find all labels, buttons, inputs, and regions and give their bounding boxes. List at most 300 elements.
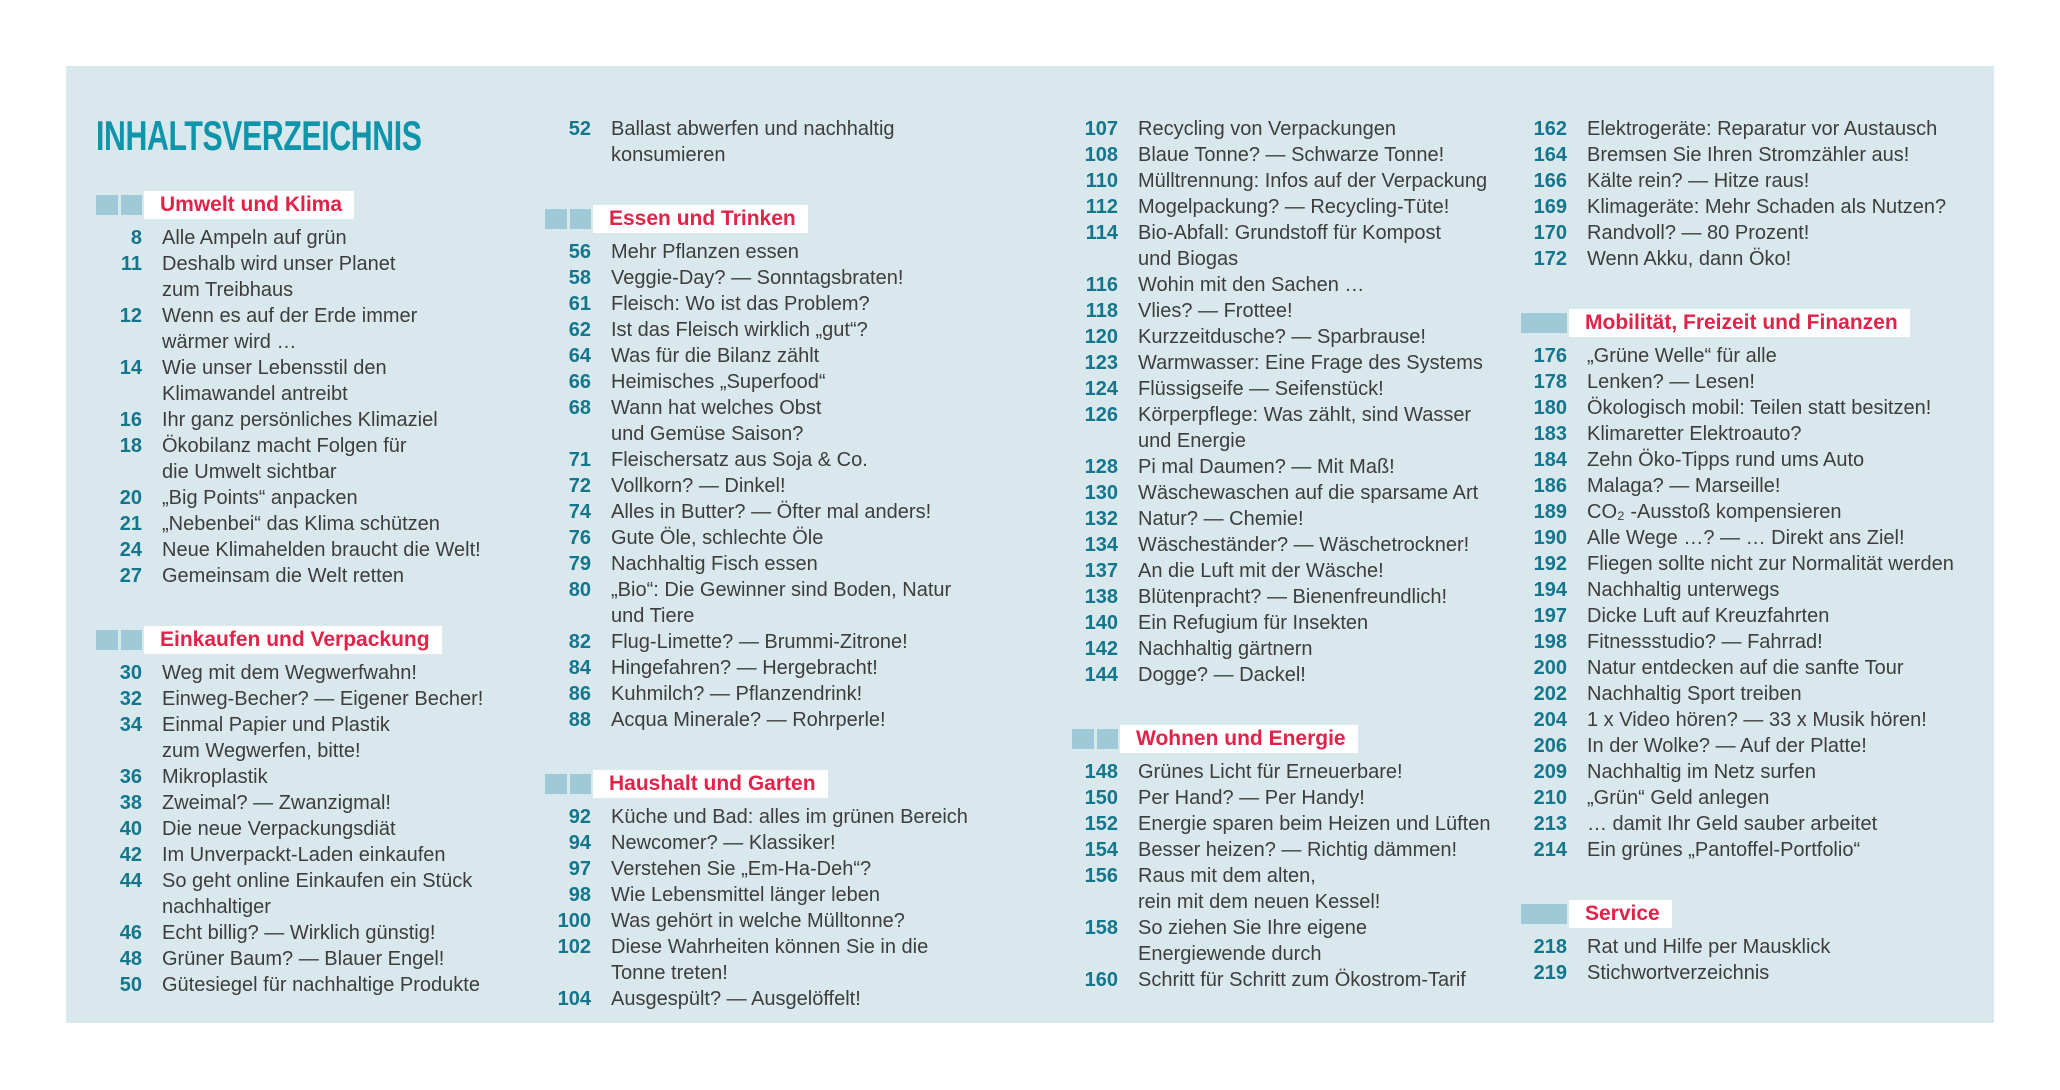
entry-title xyxy=(162,868,472,920)
toc-entry xyxy=(1521,811,1991,837)
entry-page-number: 14 xyxy=(119,357,142,379)
entry-page-number: 34 xyxy=(119,714,142,736)
section-marker-squares xyxy=(1521,904,1567,924)
entry-page-number: 98 xyxy=(568,884,591,906)
toc-entry xyxy=(1072,376,1542,402)
entry-page-number: 209 xyxy=(1533,761,1567,783)
entry-title xyxy=(1587,168,1809,194)
entry-title xyxy=(611,525,823,551)
entry-line: Deshalb wird unser Planet xyxy=(162,253,396,275)
entry-page-number: 86 xyxy=(568,683,591,705)
entry-line: die Umwelt sichtbar xyxy=(162,461,337,483)
toc-entry xyxy=(96,225,566,251)
toc-entry xyxy=(1521,960,1991,986)
entry-title xyxy=(1587,220,1809,246)
toc-entry xyxy=(1072,610,1542,636)
entry-line: zum Wegwerfen, bitte! xyxy=(162,740,361,762)
entry-title xyxy=(611,116,895,168)
toc-entry xyxy=(545,116,1015,168)
toc-entry xyxy=(1521,499,1991,525)
entry-page-number: 92 xyxy=(568,806,591,828)
entry-page-number: 197 xyxy=(1533,605,1567,627)
entry-title xyxy=(1587,733,1867,759)
entry-line: Flug-Limette? — Brummi-Zitrone! xyxy=(611,631,908,653)
entry-title xyxy=(162,686,483,712)
section-marker-square-icon xyxy=(545,209,567,229)
entry-line: Ist das Fleisch wirklich „gut“? xyxy=(611,319,868,341)
entry-page-number: 189 xyxy=(1533,501,1567,523)
entry-title xyxy=(1138,350,1483,376)
toc-entry xyxy=(1521,447,1991,473)
section-heading: Service xyxy=(1569,900,1672,928)
toc-entry xyxy=(1072,506,1542,532)
section-heading: Einkaufen und Verpackung xyxy=(144,626,442,654)
entry-line: Bremsen Sie Ihren Stromzähler aus! xyxy=(1587,144,1910,166)
entry-title xyxy=(1138,811,1490,837)
toc-entry xyxy=(96,764,566,790)
section-marker-square-icon xyxy=(570,774,592,794)
entry-title xyxy=(1138,272,1364,298)
section-header xyxy=(1521,310,1991,336)
entry-title xyxy=(162,920,435,946)
entry-line: Alles in Butter? — Öfter mal anders! xyxy=(611,501,932,523)
entry-title xyxy=(162,816,396,842)
entry-line: Randvoll? — 80 Prozent! xyxy=(1587,222,1810,244)
entry-title xyxy=(1587,194,1946,220)
toc-entry xyxy=(545,707,1015,733)
entry-page-number: 68 xyxy=(568,397,591,419)
toc-entry xyxy=(545,291,1015,317)
entry-line: Mülltrennung: Infos auf der Verpackung xyxy=(1138,170,1488,192)
entry-line: Warmwasser: Eine Frage des Systems xyxy=(1138,352,1483,374)
entry-line: rein mit dem neuen Kessel! xyxy=(1138,891,1381,913)
entry-page-number: 158 xyxy=(1084,917,1118,939)
entry-title xyxy=(1587,603,1829,629)
entry-line: So geht online Einkaufen ein Stück xyxy=(162,870,473,892)
toc-entry xyxy=(1521,246,1991,272)
toc-entry xyxy=(1521,837,1991,863)
entry-title xyxy=(1138,636,1313,662)
toc-entry xyxy=(1521,707,1991,733)
entry-line: „Bio“: Die Gewinner sind Boden, Natur xyxy=(611,579,952,601)
entry-line: Ihr ganz persönliches Klimaziel xyxy=(162,409,438,431)
entry-page-number: 94 xyxy=(568,832,591,854)
entry-line: Kuhmilch? — Pflanzendrink! xyxy=(611,683,863,705)
section-marker-squares xyxy=(545,209,591,229)
entry-line: Echt billig? — Wirklich günstig! xyxy=(162,922,436,944)
entry-line: Ökobilanz macht Folgen für xyxy=(162,435,407,457)
entry-line: Tonne treten! xyxy=(611,962,728,984)
entry-title xyxy=(162,790,391,816)
entry-line: … damit Ihr Geld sauber arbeitet xyxy=(1587,813,1878,835)
toc-section xyxy=(96,627,566,998)
entry-page-number: 76 xyxy=(568,527,591,549)
entry-page-number: 124 xyxy=(1084,378,1118,400)
entry-page-number: 148 xyxy=(1084,761,1118,783)
toc-entry xyxy=(1072,272,1542,298)
entry-title xyxy=(1138,168,1487,194)
entry-line: Bio-Abfall: Grundstoff für Kompost xyxy=(1138,222,1442,244)
entry-title xyxy=(1138,194,1449,220)
entry-title xyxy=(1587,960,1769,986)
entry-line: Kälte rein? — Hitze raus! xyxy=(1587,170,1810,192)
toc-entry xyxy=(545,856,1015,882)
toc-entry xyxy=(545,629,1015,655)
entry-line: Rat und Hilfe per Mausklick xyxy=(1587,936,1831,958)
entry-page-number: 32 xyxy=(119,688,142,710)
entry-title xyxy=(1587,447,1864,473)
entry-title xyxy=(162,946,444,972)
toc-entry xyxy=(96,511,566,537)
entry-title xyxy=(1138,116,1396,142)
entry-title xyxy=(1138,837,1457,863)
entry-title xyxy=(611,986,861,1012)
entry-line: Zweimal? — Zwanzigmal! xyxy=(162,792,391,814)
entry-page-number: 97 xyxy=(568,858,591,880)
entry-page-number: 82 xyxy=(568,631,591,653)
entry-page-number: 42 xyxy=(119,844,142,866)
section-marker-squares xyxy=(1521,313,1567,333)
entry-title xyxy=(1587,343,1777,369)
toc-section xyxy=(1521,901,1991,986)
section-header xyxy=(96,627,566,653)
entry-line: Elektrogeräte: Reparatur vor Austausch xyxy=(1587,118,1938,140)
entry-title xyxy=(1138,376,1384,402)
toc-entry xyxy=(1521,681,1991,707)
toc-entry xyxy=(96,660,566,686)
entry-line: Mikroplastik xyxy=(162,766,268,788)
toc-entry xyxy=(1521,343,1991,369)
entry-line: Schritt für Schritt zum Ökostrom-Tarif xyxy=(1138,969,1466,991)
entry-page-number: 134 xyxy=(1084,534,1118,556)
entry-page-number: 130 xyxy=(1084,482,1118,504)
entry-title xyxy=(1138,454,1395,480)
section-marker-squares xyxy=(96,630,142,650)
entry-line: Besser heizen? — Richtig dämmen! xyxy=(1138,839,1458,861)
entry-line: Einweg-Becher? — Eigener Becher! xyxy=(162,688,484,710)
entry-page-number: 100 xyxy=(557,910,591,932)
entry-page-number: 204 xyxy=(1533,709,1567,731)
entry-line: Weg mit dem Wegwerfwahn! xyxy=(162,662,417,684)
toc-entry xyxy=(96,712,566,764)
entry-line: Malaga? — Marseille! xyxy=(1587,475,1781,497)
entry-title xyxy=(162,407,438,433)
entry-title xyxy=(1138,759,1403,785)
toc-section xyxy=(545,206,1015,733)
entry-page-number: 71 xyxy=(568,449,591,471)
entry-page-number: 8 xyxy=(130,227,142,249)
entry-title xyxy=(162,563,404,589)
toc-entry xyxy=(545,343,1015,369)
entry-line: Was gehört in welche Mülltonne? xyxy=(611,910,905,932)
entry-line: An die Luft mit der Wäsche! xyxy=(1138,560,1384,582)
entry-page-number: 40 xyxy=(119,818,142,840)
entry-line: und Gemüse Saison? xyxy=(611,423,804,445)
toc-entry xyxy=(1521,551,1991,577)
entry-title xyxy=(611,395,821,447)
toc-entry xyxy=(1072,837,1542,863)
toc-entry xyxy=(545,239,1015,265)
entry-page-number: 213 xyxy=(1533,813,1567,835)
entry-title xyxy=(1138,324,1426,350)
entry-title xyxy=(162,355,387,407)
toc-column xyxy=(1072,116,1542,993)
toc-entry xyxy=(96,946,566,972)
entry-page-number: 118 xyxy=(1085,300,1118,322)
entry-page-number: 184 xyxy=(1533,449,1567,471)
entry-page-number: 214 xyxy=(1533,839,1567,861)
toc-entry xyxy=(1521,369,1991,395)
entry-line: Nachhaltig Sport treiben xyxy=(1587,683,1802,705)
entry-line: Die neue Verpackungsdiät xyxy=(162,818,396,840)
entry-line: Gemeinsam die Welt retten xyxy=(162,565,404,587)
entry-title xyxy=(611,265,903,291)
entry-title xyxy=(1587,629,1823,655)
entry-page-number: 30 xyxy=(119,662,142,684)
toc-entry xyxy=(96,433,566,485)
entry-line: Im Unverpackt-Laden einkaufen xyxy=(162,844,446,866)
entry-line: Raus mit dem alten, xyxy=(1138,865,1316,887)
toc-entry xyxy=(1521,934,1991,960)
toc-entry xyxy=(1521,733,1991,759)
entry-page-number: 198 xyxy=(1533,631,1567,653)
entry-page-number: 138 xyxy=(1084,586,1118,608)
toc-entry xyxy=(1521,525,1991,551)
entry-page-number: 79 xyxy=(568,553,591,575)
toc-section xyxy=(1521,310,1991,863)
entry-line: Hingefahren? — Hergebracht! xyxy=(611,657,878,679)
entry-line: „Big Points“ anpacken xyxy=(162,487,358,509)
toc-entry xyxy=(1521,629,1991,655)
toc-entry xyxy=(1072,324,1542,350)
toc-entry xyxy=(96,868,566,920)
entry-page-number: 27 xyxy=(119,565,142,587)
toc-section xyxy=(545,771,1015,1012)
toc-entry xyxy=(1521,759,1991,785)
toc-entry xyxy=(96,686,566,712)
entry-line: Wann hat welches Obst xyxy=(611,397,822,419)
entry-title xyxy=(611,577,951,629)
entry-page-number: 170 xyxy=(1533,222,1567,244)
section-marker-square-icon xyxy=(96,630,118,650)
section-marker-square-icon xyxy=(121,195,143,215)
entry-page-number: 200 xyxy=(1533,657,1567,679)
section-heading: Essen und Trinken xyxy=(593,205,808,233)
section-header xyxy=(545,771,1015,797)
entry-line: Zehn Öko-Tipps rund ums Auto xyxy=(1587,449,1865,471)
section-marker-square-icon xyxy=(545,774,567,794)
toc-entry xyxy=(545,551,1015,577)
entry-title xyxy=(611,934,928,986)
entry-page-number: 180 xyxy=(1533,397,1567,419)
entry-title xyxy=(611,291,870,317)
entry-page-number: 120 xyxy=(1084,326,1118,348)
entry-title xyxy=(1138,967,1466,993)
entry-line: Heimisches „Superfood“ xyxy=(611,371,826,393)
entry-page-number: 61 xyxy=(568,293,591,315)
entry-line: Dicke Luft auf Kreuzfahrten xyxy=(1587,605,1830,627)
entry-title xyxy=(1138,532,1469,558)
entry-line: wärmer wird … xyxy=(162,331,297,353)
entry-page-number: 192 xyxy=(1533,553,1567,575)
entry-page-number: 18 xyxy=(119,435,142,457)
toc-entry xyxy=(545,804,1015,830)
entry-title xyxy=(1138,584,1447,610)
toc-entry xyxy=(545,577,1015,629)
toc-entry xyxy=(1521,655,1991,681)
entry-page-number: 169 xyxy=(1533,196,1567,218)
toc-entry xyxy=(545,447,1015,473)
section-marker-square-icon xyxy=(1072,729,1094,749)
entry-line: Flüssigseife — Seifenstück! xyxy=(1138,378,1384,400)
toc-entry xyxy=(1072,785,1542,811)
section-marker-squares xyxy=(96,195,142,215)
section-header xyxy=(545,206,1015,232)
entry-line: Ein grünes „Pantoffel-Portfolio“ xyxy=(1587,839,1861,861)
entry-line: Nachhaltig Fisch essen xyxy=(611,553,818,575)
entry-title xyxy=(1138,402,1471,454)
entry-title xyxy=(1138,220,1441,272)
entry-page-number: 114 xyxy=(1085,222,1118,244)
entry-line: Diese Wahrheiten können Sie in die xyxy=(611,936,929,958)
toc-entry xyxy=(1072,402,1542,454)
entry-line: Fitnessstudio? — Fahrrad! xyxy=(1587,631,1823,653)
entry-page-number: 16 xyxy=(119,409,142,431)
toc-entry xyxy=(96,485,566,511)
entry-line: Ballast abwerfen und nachhaltig xyxy=(611,118,895,140)
entry-line: Blaue Tonne? — Schwarze Tonne! xyxy=(1138,144,1445,166)
toc-entry xyxy=(545,830,1015,856)
entry-line: zum Treibhaus xyxy=(162,279,294,301)
toc-entry xyxy=(1072,480,1542,506)
entry-line: Klimaretter Elektroauto? xyxy=(1587,423,1802,445)
entry-line: In der Wolke? — Auf der Platte! xyxy=(1587,735,1867,757)
toc-column xyxy=(1521,116,1991,986)
section-header xyxy=(96,192,566,218)
toc-entry xyxy=(545,934,1015,986)
entry-line: Wenn Akku, dann Öko! xyxy=(1587,248,1792,270)
entry-title xyxy=(1587,395,1931,421)
toc-entry xyxy=(96,251,566,303)
section-header xyxy=(1521,901,1991,927)
entry-page-number: 58 xyxy=(568,267,591,289)
entry-page-number: 132 xyxy=(1084,508,1118,530)
entry-page-number: 112 xyxy=(1085,196,1118,218)
entry-page-number: 56 xyxy=(568,241,591,263)
section-heading: Haushalt und Garten xyxy=(593,770,828,798)
entry-title xyxy=(611,882,880,908)
entry-line: Mogelpackung? — Recycling-Tüte! xyxy=(1138,196,1450,218)
entry-line: Energie sparen beim Heizen und Lüften xyxy=(1138,813,1491,835)
section-heading: Umwelt und Klima xyxy=(144,191,354,219)
entry-title xyxy=(1587,246,1791,272)
entry-title xyxy=(611,369,826,395)
entry-line: Körperpflege: Was zählt, sind Wasser xyxy=(1138,404,1472,426)
toc-entry xyxy=(96,842,566,868)
entry-line: Grüner Baum? — Blauer Engel! xyxy=(162,948,445,970)
entry-page-number: 194 xyxy=(1533,579,1567,601)
toc-entry xyxy=(545,473,1015,499)
entry-title xyxy=(611,655,878,681)
toc-entry xyxy=(1072,558,1542,584)
entry-title xyxy=(1587,525,1905,551)
entry-page-number: 183 xyxy=(1533,423,1567,445)
entry-title xyxy=(611,830,836,856)
toc-entry xyxy=(1072,298,1542,324)
toc-entry xyxy=(1521,577,1991,603)
entry-title xyxy=(1587,934,1830,960)
entry-line: Fleisch: Wo ist das Problem? xyxy=(611,293,870,315)
entry-line: Nachhaltig unterwegs xyxy=(1587,579,1780,601)
entry-title xyxy=(1587,473,1780,499)
entry-title xyxy=(1138,863,1380,915)
entry-title xyxy=(1587,785,1769,811)
entry-title xyxy=(162,712,390,764)
toc-entry xyxy=(96,407,566,433)
entry-line: Gütesiegel für nachhaltige Produkte xyxy=(162,974,480,996)
section-marker-square-icon xyxy=(1097,729,1119,749)
toc-entry xyxy=(545,681,1015,707)
entry-title xyxy=(611,856,871,882)
toc-column xyxy=(96,112,566,998)
section-marker-square-icon xyxy=(96,195,118,215)
entry-page-number: 164 xyxy=(1533,144,1567,166)
toc-entry xyxy=(1521,220,1991,246)
entry-title xyxy=(162,225,347,251)
toc-entry xyxy=(1072,194,1542,220)
entry-line: Fleischersatz aus Soja & Co. xyxy=(611,449,868,471)
entry-line: Küche und Bad: alles im grünen Bereich xyxy=(611,806,968,828)
entry-line: und Tiere xyxy=(611,605,695,627)
section-heading: Wohnen und Energie xyxy=(1120,725,1358,753)
entry-page-number: 88 xyxy=(568,709,591,731)
toc-entry xyxy=(96,816,566,842)
entry-title xyxy=(611,908,905,934)
entry-page-number: 107 xyxy=(1084,118,1118,140)
toc-entry xyxy=(545,908,1015,934)
entry-line: Grünes Licht für Erneuerbare! xyxy=(1138,761,1403,783)
entry-page-number: 176 xyxy=(1533,345,1567,367)
toc-entry xyxy=(1072,532,1542,558)
toc-entry xyxy=(96,790,566,816)
entry-title xyxy=(611,499,931,525)
entry-line: Wäschewaschen auf die sparsame Art xyxy=(1138,482,1479,504)
entry-line: Pi mal Daumen? — Mit Maß! xyxy=(1138,456,1395,478)
entry-page-number: 74 xyxy=(568,501,591,523)
entry-line: Ökologisch mobil: Teilen statt besitzen! xyxy=(1587,397,1932,419)
entry-title xyxy=(162,433,407,485)
entry-page-number: 72 xyxy=(568,475,591,497)
entry-line: Klimageräte: Mehr Schaden als Nutzen? xyxy=(1587,196,1947,218)
entry-line: Vlies? — Frottee! xyxy=(1138,300,1293,322)
toc-entry xyxy=(545,655,1015,681)
toc-entry xyxy=(1072,220,1542,272)
entry-line: und Energie xyxy=(1138,430,1246,452)
toc-entry xyxy=(1521,168,1991,194)
entry-page-number: 52 xyxy=(568,118,591,140)
toc-entry xyxy=(96,303,566,355)
toc-continuation-block xyxy=(545,116,1015,168)
toc-card xyxy=(66,66,1994,1023)
entry-page-number: 38 xyxy=(119,792,142,814)
toc-entry xyxy=(1072,967,1542,993)
entry-line: Mehr Pflanzen essen xyxy=(611,241,799,263)
entry-title xyxy=(611,707,886,733)
entry-line: Alle Wege …? — … Direkt ans Ziel! xyxy=(1587,527,1905,549)
entry-line: konsumieren xyxy=(611,144,726,166)
entry-line: Was für die Bilanz zählt xyxy=(611,345,820,367)
entry-title xyxy=(1587,837,1860,863)
